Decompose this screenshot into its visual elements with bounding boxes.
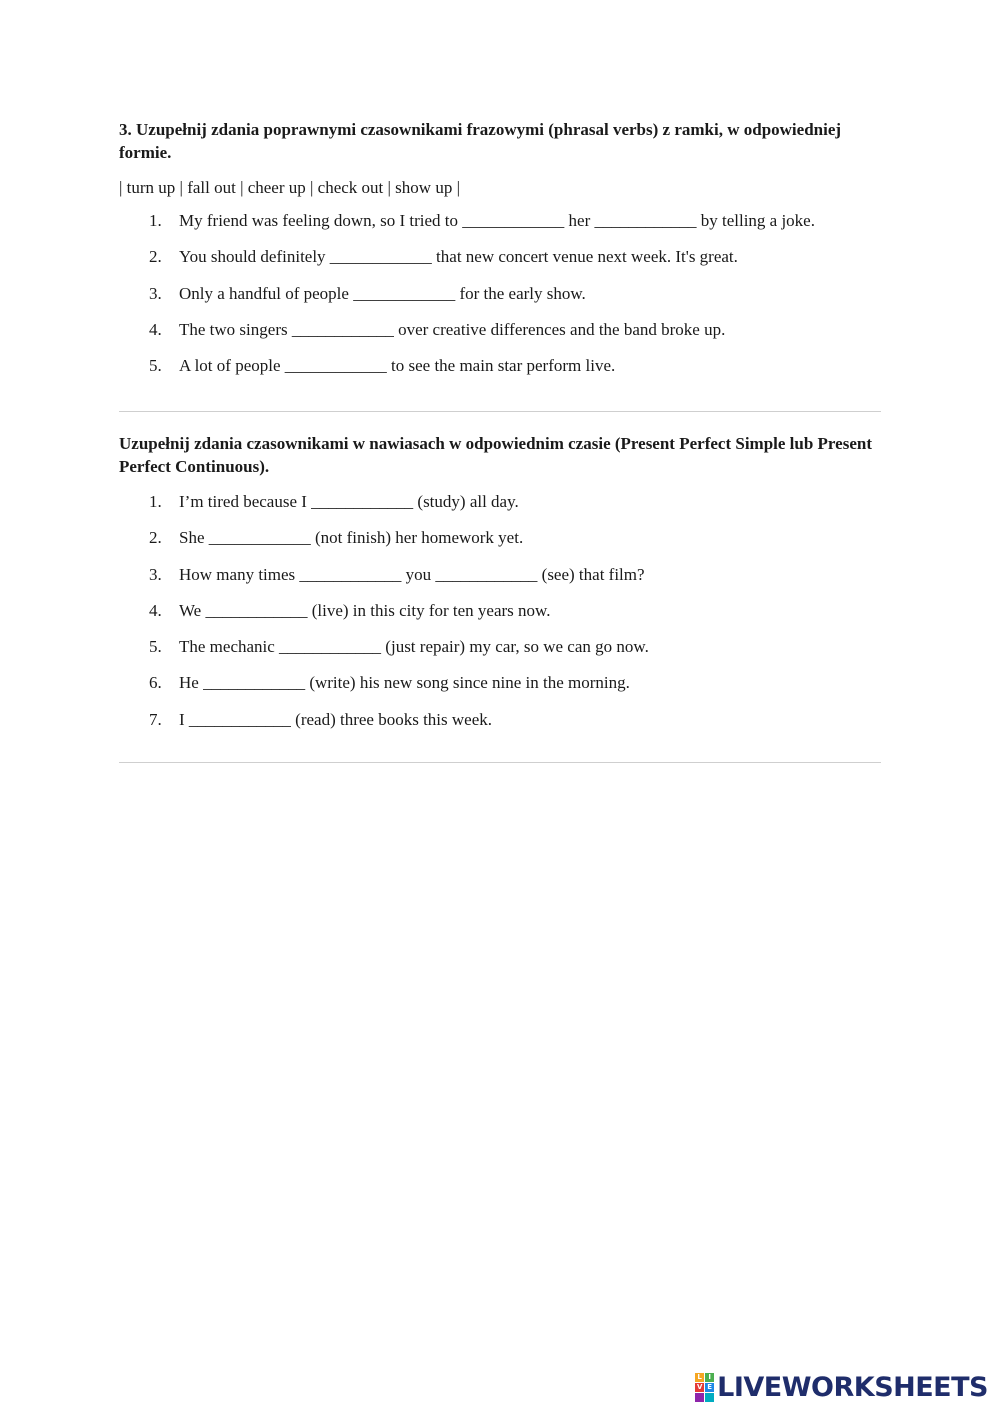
list-item xyxy=(119,708,889,731)
list-item xyxy=(119,490,889,513)
logo-mark-cell: E xyxy=(705,1383,714,1392)
item-sentence: I ____________ (read) three books this week. xyxy=(179,709,493,729)
logo-mark-cell: L xyxy=(695,1373,704,1382)
item-sentence: She ____________ (not finish) her homework yet. xyxy=(179,528,524,548)
section-2-list xyxy=(119,490,889,731)
logo-text: LIVEWORKSHEETS xyxy=(717,1371,988,1403)
logo-mark-icon xyxy=(695,1373,714,1402)
item-number: 3. xyxy=(149,564,162,584)
item-number: 1. xyxy=(149,492,162,511)
item-number: 4. xyxy=(149,319,162,339)
list-item xyxy=(119,245,881,268)
item-sentence: I’m tired because I ____________ (study) all day. xyxy=(179,492,519,511)
list-item xyxy=(119,354,881,377)
item-sentence: The two singers ____________ over creative differences and the band broke up. xyxy=(179,319,726,339)
liveworksheets-logo xyxy=(695,1372,988,1402)
section-2-heading: Uzupełnij zdania czasownikami w nawiasach w odpowiednim czasie (Present Perfect Simple lub Present Perfect Continuous). xyxy=(119,434,872,476)
list-item xyxy=(119,635,889,658)
logo-mark-cell xyxy=(705,1393,714,1402)
list-item xyxy=(119,671,889,694)
item-number: 2. xyxy=(149,247,162,267)
list-item xyxy=(119,282,881,305)
list-item xyxy=(119,526,889,549)
logo-mark-cell xyxy=(695,1393,704,1402)
section-divider xyxy=(119,411,881,412)
item-sentence: A lot of people ____________ to see the main star perform live. xyxy=(179,356,616,376)
item-number: 1. xyxy=(149,211,162,230)
item-sentence: My friend was feeling down, so I tried to ____________ her ____________ by telling a joke. xyxy=(179,211,815,230)
list-item xyxy=(119,318,881,341)
list-item xyxy=(119,209,881,232)
section-divider xyxy=(119,762,881,763)
list-item xyxy=(119,599,889,622)
section-1-heading: 3. Uzupełnij zdania poprawnymi czasownikami frazowymi (phrasal verbs) z ramki, w odpowiedniej formie. xyxy=(119,120,842,162)
item-sentence: We ____________ (live) in this city for ten years now. xyxy=(179,600,551,620)
item-number: 3. xyxy=(149,283,162,303)
item-sentence: How many times ____________ you ____________ (see) that film? xyxy=(179,564,645,584)
item-number: 4. xyxy=(149,600,162,620)
phrasal-verb-word-box: | turn up | fall out | cheer up | check out | show up | xyxy=(119,178,460,197)
section-1 xyxy=(119,118,881,390)
item-sentence: He ____________ (write) his new song since nine in the morning. xyxy=(179,673,630,693)
item-number: 7. xyxy=(149,709,162,729)
item-number: 5. xyxy=(149,637,162,657)
item-number: 6. xyxy=(149,673,162,693)
item-number: 5. xyxy=(149,356,162,376)
item-sentence: Only a handful of people ____________ for the early show. xyxy=(179,283,586,303)
section-1-list xyxy=(119,209,881,377)
section-2 xyxy=(119,432,889,744)
item-number: 2. xyxy=(149,528,162,548)
logo-mark-cell: V xyxy=(696,1382,703,1391)
list-item xyxy=(119,563,889,586)
logo-mark-cell: I xyxy=(705,1373,714,1382)
item-sentence: You should definitely ____________ that new concert venue next week. It's great. xyxy=(179,247,738,267)
item-sentence: The mechanic ____________ (just repair) my car, so we can go now. xyxy=(179,637,649,657)
